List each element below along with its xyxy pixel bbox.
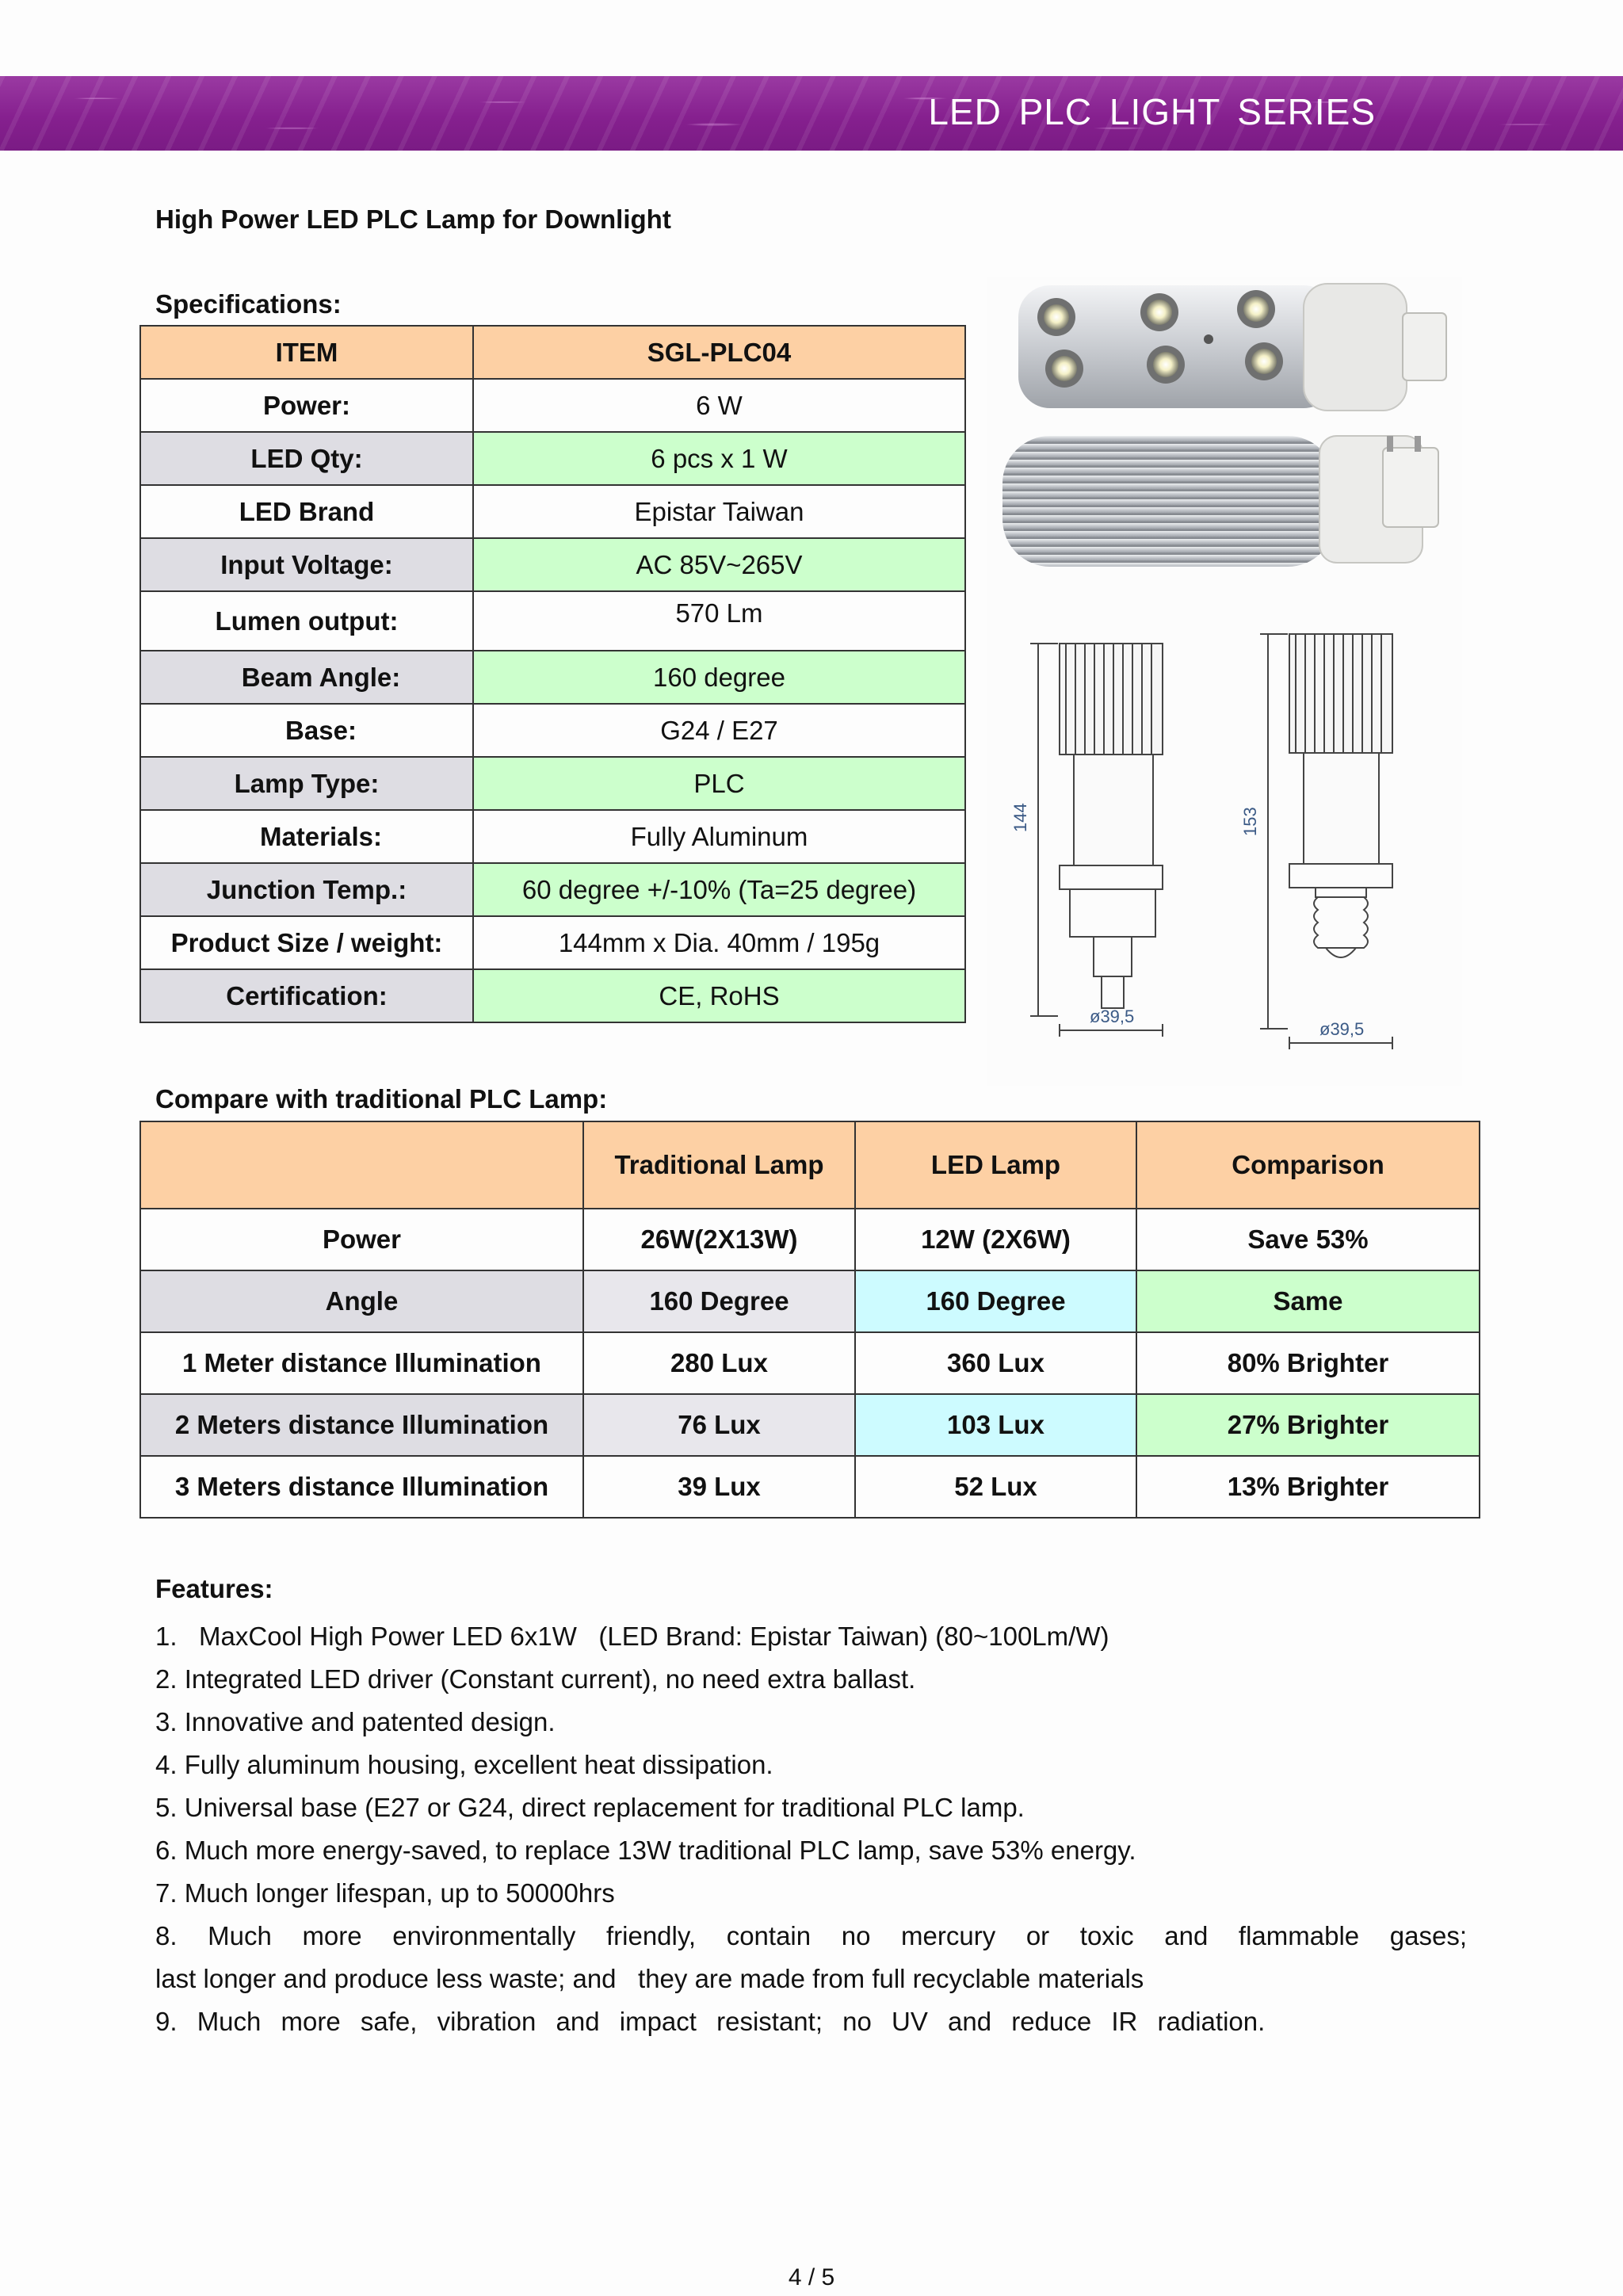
dim-dia-right: ø39,5 bbox=[1319, 1019, 1365, 1039]
feature-item: 3. Innovative and patented design. bbox=[155, 1707, 556, 1736]
spec-label: Lumen output: bbox=[140, 591, 473, 651]
compare-label-cell: 2 Meters distance Illumination bbox=[140, 1394, 583, 1456]
features-title: Features: bbox=[155, 1574, 273, 1603]
compare-row bbox=[140, 1456, 1480, 1518]
spec-value: 60 degree +/-10% (Ta=25 degree) bbox=[473, 863, 965, 916]
spec-row bbox=[140, 432, 965, 485]
compare-led-cell: 103 Lux bbox=[855, 1394, 1136, 1456]
product-image bbox=[987, 277, 1462, 1086]
compare-header-traditional: Traditional Lamp bbox=[583, 1121, 855, 1209]
compare-label-cell: 1 Meter distance Illumination bbox=[140, 1332, 583, 1394]
compare-led-cell: 12W (2X6W) bbox=[855, 1209, 1136, 1270]
spec-row bbox=[140, 379, 965, 432]
specifications-label: Specifications: bbox=[155, 289, 342, 319]
drawing-g24 bbox=[1030, 644, 1163, 1037]
spec-header-row bbox=[140, 326, 965, 379]
features-section bbox=[155, 1574, 1467, 2043]
spec-value: AC 85V~265V bbox=[473, 538, 965, 591]
feature-item: 1. MaxCool High Power LED 6x1W (LED Brand: Epistar Taiwan) (80~100Lm/W) bbox=[155, 1622, 1109, 1651]
dim-height-left: 144 bbox=[1010, 803, 1030, 832]
specifications-table bbox=[139, 325, 966, 1023]
drawing-e27 bbox=[1260, 634, 1392, 1049]
compare-row bbox=[140, 1332, 1480, 1394]
compare-header-led: LED Lamp bbox=[855, 1121, 1136, 1209]
spec-row bbox=[140, 863, 965, 916]
compare-label-cell: 3 Meters distance Illumination bbox=[140, 1456, 583, 1518]
compare-led-cell: 160 Degree bbox=[855, 1270, 1136, 1332]
spec-label: Input Voltage: bbox=[140, 538, 473, 591]
lamp-top-view bbox=[1018, 284, 1446, 411]
spec-row bbox=[140, 916, 965, 969]
spec-header-model: SGL-PLC04 bbox=[473, 326, 965, 379]
feature-item: 8. Much more environmentally friendly, contain no mercury or toxic and flammable gases; bbox=[155, 1921, 1467, 1950]
spec-row bbox=[140, 591, 965, 651]
spec-value: 6 W bbox=[473, 379, 965, 432]
spec-value: 144mm x Dia. 40mm / 195g bbox=[473, 916, 965, 969]
compare-row bbox=[140, 1209, 1480, 1270]
page-title: High Power LED PLC Lamp for Downlight bbox=[155, 204, 671, 234]
spec-row bbox=[140, 757, 965, 810]
spec-value: 570 Lm bbox=[473, 591, 965, 651]
spec-label: Lamp Type: bbox=[140, 757, 473, 810]
compare-result-cell: 80% Brighter bbox=[1136, 1332, 1480, 1394]
spec-value: Epistar Taiwan bbox=[473, 485, 965, 538]
feature-item: 2. Integrated LED driver (Constant current), no need extra ballast. bbox=[155, 1664, 916, 1694]
spec-label: LED Brand bbox=[140, 485, 473, 538]
spec-label: Materials: bbox=[140, 810, 473, 863]
compare-label-cell: Angle bbox=[140, 1270, 583, 1332]
compare-label: Compare with traditional PLC Lamp: bbox=[155, 1084, 608, 1114]
compare-result-cell: 13% Brighter bbox=[1136, 1456, 1480, 1518]
compare-traditional-cell: 76 Lux bbox=[583, 1394, 855, 1456]
compare-header-blank bbox=[140, 1121, 583, 1209]
compare-row bbox=[140, 1270, 1480, 1332]
dim-dia-left: ø39,5 bbox=[1090, 1007, 1135, 1026]
compare-label-cell: Power bbox=[140, 1209, 583, 1270]
spec-value: CE, RoHS bbox=[473, 969, 965, 1022]
compare-result-cell: Save 53% bbox=[1136, 1209, 1480, 1270]
spec-label: Product Size / weight: bbox=[140, 916, 473, 969]
spec-value: PLC bbox=[473, 757, 965, 810]
spec-value: 160 degree bbox=[473, 651, 965, 704]
spec-row bbox=[140, 969, 965, 1022]
compare-result-cell: 27% Brighter bbox=[1136, 1394, 1480, 1456]
compare-traditional-cell: 39 Lux bbox=[583, 1456, 855, 1518]
feature-item: 6. Much more energy-saved, to replace 13W traditional PLC lamp, save 53% energy. bbox=[155, 1836, 1136, 1865]
feature-item: 7. Much longer lifespan, up to 50000hrs bbox=[155, 1878, 615, 1908]
spec-label: Junction Temp.: bbox=[140, 863, 473, 916]
compare-result-cell: Same bbox=[1136, 1270, 1480, 1332]
compare-row bbox=[140, 1394, 1480, 1456]
spec-row bbox=[140, 704, 965, 757]
spec-label: Certification: bbox=[140, 969, 473, 1022]
compare-led-cell: 360 Lux bbox=[855, 1332, 1136, 1394]
banner-title: LED PLC LIGHT SERIES bbox=[928, 91, 1376, 132]
lamp-side-view bbox=[1002, 436, 1438, 567]
comparison-table bbox=[139, 1121, 1480, 1519]
compare-header-comparison: Comparison bbox=[1136, 1121, 1480, 1209]
spec-value: G24 / E27 bbox=[473, 704, 965, 757]
dim-height-right: 153 bbox=[1240, 807, 1260, 836]
compare-header-row bbox=[140, 1121, 1480, 1209]
feature-item: 9. Much more safe, vibration and impact resistant; no UV and reduce IR radiation. bbox=[155, 2007, 1266, 2036]
spec-row bbox=[140, 538, 965, 591]
spec-label: Beam Angle: bbox=[140, 651, 473, 704]
spec-value: Fully Aluminum bbox=[473, 810, 965, 863]
feature-item: 4. Fully aluminum housing, excellent heat dissipation. bbox=[155, 1750, 773, 1779]
spec-label: Base: bbox=[140, 704, 473, 757]
spec-row bbox=[140, 651, 965, 704]
spec-label: LED Qty: bbox=[140, 432, 473, 485]
spec-row bbox=[140, 810, 965, 863]
compare-led-cell: 52 Lux bbox=[855, 1456, 1136, 1518]
compare-traditional-cell: 160 Degree bbox=[583, 1270, 855, 1332]
compare-traditional-cell: 280 Lux bbox=[583, 1332, 855, 1394]
spec-row bbox=[140, 485, 965, 538]
spec-label: Power: bbox=[140, 379, 473, 432]
product-illustration bbox=[987, 277, 1462, 1086]
spec-header-item: ITEM bbox=[140, 326, 473, 379]
feature-item: last longer and produce less waste; and they are made from full recyclable materials bbox=[155, 1964, 1144, 1993]
feature-item: 5. Universal base (E27 or G24, direct replacement for traditional PLC lamp. bbox=[155, 1793, 1025, 1822]
page-number: 4 / 5 bbox=[788, 2264, 835, 2290]
compare-traditional-cell: 26W(2X13W) bbox=[583, 1209, 855, 1270]
spec-value: 6 pcs x 1 W bbox=[473, 432, 965, 485]
header-banner bbox=[0, 76, 1623, 151]
